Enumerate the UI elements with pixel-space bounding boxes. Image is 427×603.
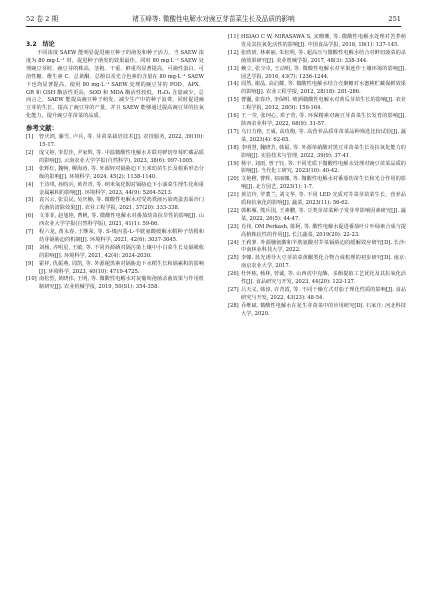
reference-text: 文艳稚, 曹辉, 祁丽娜, 等. 微酸性电解水对番茄幼苗生长和光合作用的影响[J]. 北方园艺, 2023(1): 1-7. [241,176,406,191]
reference-text: 吕天义, 韩淳, 许青霞, 等. 不同干燥方式对茄子理化性质的影响[J]. 食品研究与开发, 2022, 43(23): 48-54. [241,287,406,301]
page-number: 251 [388,15,401,23]
reference-text: 刘杨, 齐明星, 王敏, 等. 不同外源硒对镉污染土壤中小白菜生长及镉吸收的影响[J]. 环境科学, 2021, 42(4): 2024-2030. [39,244,204,259]
right-column [228,34,406,319]
reference-number: [20] [228,176,239,183]
reference-text: 张辉红, 魏畅, 柳海涛, 等. 外源锌对镉胁迫下玉米幼苗生长及根系形态分级的影响[J]. 环境科学, 2024, 45(2): 1138-1140. [39,165,204,180]
reference-item [228,129,406,145]
left-column [26,40,204,292]
reference-number: [5] [26,197,34,204]
issue-label: 52 卷 2 期 [26,15,59,23]
reference-number: [6] [26,213,34,220]
reference-number: [21] [228,192,239,199]
reference-number: [14] [228,81,239,88]
reference-text: 王莉萝. 外源脯氨酸和半胱氨酸对芥菜镉胁迫的缓解效应研究[D]. 长沙: 中南林业科技大学, 2022. [241,239,406,254]
reference-number: [27] [228,287,239,293]
reference-text: 李明慧, 魏晓芳, 韩福, 等. 外源单硝酸对黑豆芽苗菜生长及抗氧化能力的影响[J]. 实验技术与管理, 2022, 39(9): 37-41. [241,144,406,159]
references-heading: 参考文献： [26,124,58,133]
reference-text: 张欣妍, 林素丽, 朱松明, 等. 超高压与微酸性电解水结合对鲜切菠菜的杀菌效果研究[J]. 农业机械学报, 2017, 48(3): 338-344. [241,49,406,64]
reference-text: 程六龙, 黄永春, 王继荣, 等. S-烯丙基-L-半胱氨酸缓解水稻种子幼根和幼芽镉胁迫的机制[J]. 环境科学, 2021, 42(6): 3037-3045. [39,229,204,243]
conclusion-paragraph: 不同浓度 SAEW 能明显促进豌豆种子的萌发和种子活力，当 SAEW 浓度为 80 mg·L⁻¹ 时，促进种子萌发的效果最佳。同时 80 mg·L⁻¹ SAEW 处理豌豆芽时，豌豆芽的株高、茎粗、干重、鲜重均显著提高，可滴性蛋白、可溶性糖、维生素 C、总黄酮、总酚以及光合色素的含量在 80 mg·L⁻¹ SAEW 下也均显著提高，使用 80 mg·L⁻¹ SAEW 处理的豌豆芽的 POD、APX、GR 和 GSH 酶活性更高，SOD 和 MDA 酶活性较低，H₂O₂ 含量减少。总而言之，SAEW 能提高豌豆种子萌发，减少生产中的种子浪费，同时促进豌豆芽的生长，提高了豌豆芽的产量，并且 SAEW 能够通过提高豌豆芽的抗氧化能力，提升豌豆芽苗菜的品质。 [26,50,204,120]
reference-number: [10] [26,276,37,283]
reference-text: 曾庆鸿, 藤雪, 卢兵, 等. 芽苗菜栽培技术[J]. 农技服务, 2022, 39(10): 15-17. [39,134,204,149]
reference-text: 霍祥, 仇振燕, 周凯, 等. 外源褪黑素对镉胁迫下水稻生长和镉累积的影响[J]. 环境科学, 2023, 40(10): 4719-4725. [39,260,204,275]
reference-text: 南松烈, 黄晓伟, 王明, 等. 微酸性电解水对灰葡萄孢菌杀菌效果与作用机制研究[J]. 农业机械学报, 2019, 50(S1): 354-358. [39,276,204,291]
reference-number: [16] [228,113,239,120]
reference-number: [13] [228,65,239,72]
reference-item [228,161,406,177]
reference-item [228,34,406,50]
reference-number: [3] [26,165,34,172]
reference-text: 郭彬雁, 熊兵国, 王素鹏, 等. 豆类芽苗菜种子发芽率影响因素研究[J]. 蔬菜, 2022, 26(5): 44-47. [241,207,406,222]
reference-text: 王一莹, 张珂心, 邓子萱, 等. 环保精素对豌豆芽苗菜生长发育的影响[J]. 陕西农业科学, 2022, 68(9): 31-57. [241,113,406,127]
reference-item [26,245,204,261]
reference-item [228,113,406,129]
reference-text: 肖伟, OM Perkash, 陈阿, 等. 酸性电解水促进番茄叶片叶绿素合成与提高植株抗性的作用[J]. 长江蔬菜, 2019(20): 22-23. [241,223,406,238]
reference-number: [7] [26,229,34,236]
reference-number: [9] [26,260,34,267]
reference-item [26,261,204,277]
reference-item [228,208,406,224]
reference-number: [2] [26,149,34,156]
reference-text: HSIAO C W, NIRASAWA S, 宋珊珊, 等. 微酸性电解水处理对苦荞萌发及其抗氧化活性的影响[J]. 中国食品学报, 2018, 18(1): 137-145. [241,34,406,48]
reference-item [26,229,204,245]
reference-item [228,50,406,66]
reference-item [26,276,204,292]
reference-number: [8] [26,244,34,251]
reference-text: 黄洁玲, 罗董兰, 刘文华, 等. 不同 LED 光质对芥菜芽苗菜生长、营养品质和抗氧化的影响[J]. 蔬菜, 2023(11): 56-62. [241,192,406,207]
reference-item [228,271,406,287]
reference-number: [17] [228,128,239,135]
reference-number: [25] [228,255,239,262]
reference-number: [19] [228,160,239,167]
reference-text: 文菲菲, 赵旭艳, 曹帆, 等. 微酸性电解水对番茄幼苗抗旱性的影响[J]. 山西农业大学学报(自然科学版), 2021, 41(1): 59-66. [39,213,204,228]
reference-number: [18] [228,144,239,151]
reference-text: 乔维斌. 微酸性电解水在花生芽苗菜中的应用研究[D]. 石家庄: 河北科技大学, 2020. [241,302,406,317]
reference-item [228,287,406,303]
reference-item [228,81,406,97]
reference-item [26,213,204,229]
reference-item [228,97,406,113]
reference-item [228,66,406,82]
reference-item [26,182,204,198]
reference-text: 杨宇, 刘雨, 曾子钰, 等. 不同光质下微酸性电解水处理对豌豆苗菜品质的影响[J]. 当代化工研究, 2023(10): 40-42. [241,160,406,175]
reference-text: 杜怀栋, 杨林, 曾诚, 等. 山西虎中克酶、多酚提取工艺优化及其抗氧化活性[J]. 食品研究与开发, 2023, 44(20): 122-127. [241,271,406,286]
reference-number: [4] [26,181,34,188]
reference-item [228,303,406,319]
reference-number: [22] [228,207,239,214]
reference-text: 乌日力格, 王威, 高玫梅, 等. 高营养品质芽苗菜品种筛选比较试验[J]. 蔬菜, 2023(4): 62-65. [241,128,406,143]
reference-number: [26] [228,271,239,278]
reference-text: 周然, 谢晶, 高启耀, 等. 微酸性电解水结合壳聚糖对水蜜桃贮藏保鲜效果的影响[J]. 农业工程学报, 2012, 28(18): 281-286. [241,81,406,96]
reference-item [228,192,406,208]
reference-item [26,197,204,213]
reference-item [228,240,406,256]
references-list-right [228,34,406,319]
reference-number: [1] [26,134,34,141]
reference-text: 庞文婷, 李思佳, 尹家辉, 等. 中温微酸性电解水并联对鲜切草莓贮藏品质的影响[J]. 云南农业大学学报(自然科学), 2023, 38(6): 997-1005. [39,149,204,164]
reference-text: 王诗琪, 孙昀兵, 黄青青, 等. 纳米氧化铜对镉胁迫下小油菜生理生化和重金属累积的影响[J]. 环境科学, 2023, 44(9): 5204-5213. [39,181,204,196]
reference-text: 袁兴云, 张贡民, 吴庆楠, 等. 微酸性电解水对受鸡粪液污染鸡蛋表面沙门氏菌的清除效果[J]. 农业工程学报, 2021, 37(20): 333-338. [39,197,204,212]
running-title: 褚玉峰等: 微酸性电解水对豌豆芽苗菜生长及品质的影响 [132,15,295,23]
reference-number: [24] [228,239,239,246]
reference-item [228,176,406,192]
reference-text: 李娜. 蓝光诱导大豆芽苗菜黄酮类化合物合成机理的初步研究[D]. 南京: 南京农业大学, 2017. [241,255,406,270]
reference-number: [11] [228,34,239,40]
reference-item [26,166,204,182]
reference-item [228,255,406,271]
reference-item [228,224,406,240]
reference-number: [23] [228,223,239,230]
reference-item [228,145,406,161]
reference-number: [28] [228,302,239,309]
reference-item [26,134,204,150]
reference-number: [12] [228,49,239,56]
reference-text: 曹囊, 张春玲, 李保明. 喷洒微酸性电解水对黄瓜芽苗生长的影响[J]. 农业工程学报, 2012, 28(9): 159-164. [241,97,406,112]
reference-text: 赖立, 张少卓, 王动明, 等. 微酸性电解水对苹果连作土壤环境的影响[J]. 园艺学报, 2016, 43(7): 1236-1244. [241,65,406,80]
reference-number: [15] [228,97,239,104]
running-header [26,14,401,27]
conclusion-heading: 3.2 结论 [26,41,55,48]
reference-item [26,150,204,166]
references-list-left [26,134,204,292]
